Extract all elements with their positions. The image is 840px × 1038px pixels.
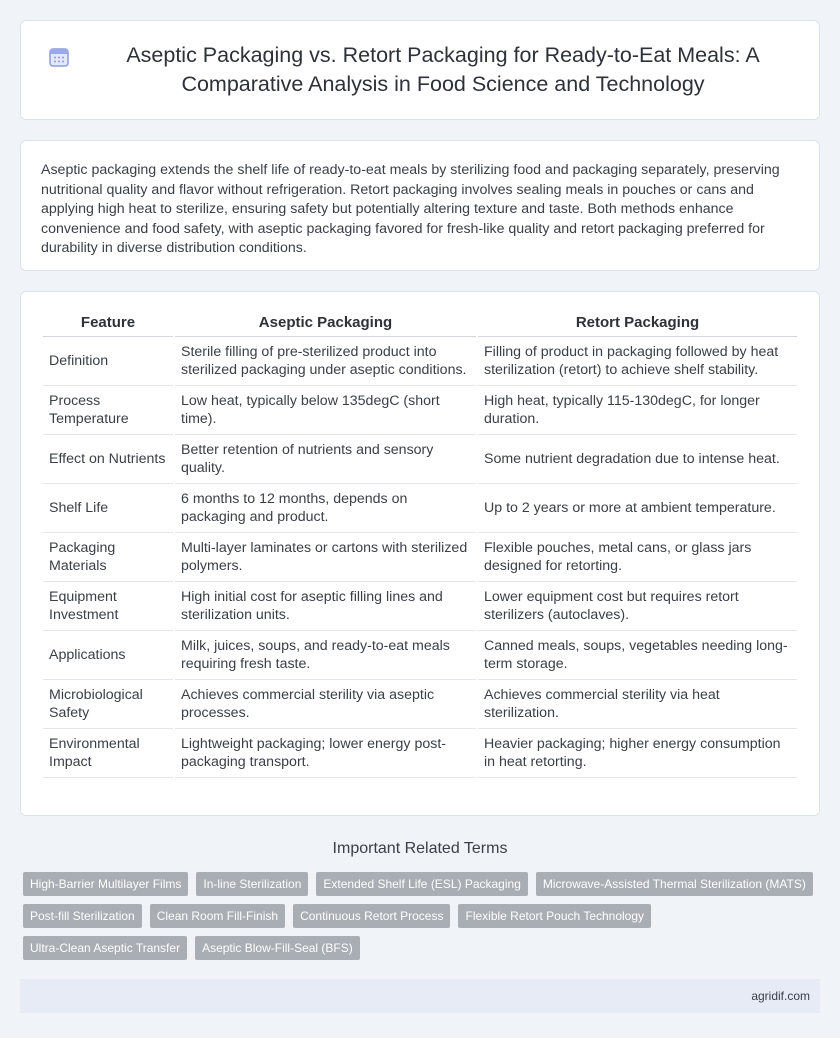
table-row bbox=[43, 385, 797, 434]
footer bbox=[20, 979, 820, 1013]
related-tag[interactable]: In-line Sterilization bbox=[196, 872, 308, 896]
table-row bbox=[43, 434, 797, 483]
row-aseptic: Low heat, typically below 135degC (short time). bbox=[174, 385, 477, 434]
row-aseptic: Sterile filling of pre-sterilized product into sterilized packaging under aseptic conditions. bbox=[174, 336, 477, 385]
title-card bbox=[20, 20, 820, 120]
row-retort: Filling of product in packaging followed by heat sterilization (retort) to achieve shelf stability. bbox=[477, 336, 797, 385]
calendar-icon bbox=[47, 45, 71, 69]
footer-site-link[interactable]: agridif.com bbox=[751, 989, 810, 1003]
row-feature: Definition bbox=[43, 336, 174, 385]
row-aseptic: Lightweight packaging; lower energy post-packaging transport. bbox=[174, 728, 477, 777]
header-aseptic: Aseptic Packaging bbox=[174, 312, 477, 336]
row-aseptic: Better retention of nutrients and sensory quality. bbox=[174, 434, 477, 483]
comparison-table-card bbox=[20, 291, 820, 816]
related-tag[interactable]: Flexible Retort Pouch Technology bbox=[458, 904, 651, 928]
row-aseptic: Achieves commercial sterility via aseptic processes. bbox=[174, 679, 477, 728]
comparison-table bbox=[43, 312, 797, 778]
row-retort: Canned meals, soups, vegetables needing long-term storage. bbox=[477, 630, 797, 679]
row-feature: Equipment Investment bbox=[43, 581, 174, 630]
row-retort: Flexible pouches, metal cans, or glass jars designed for retorting. bbox=[477, 532, 797, 581]
row-feature: Shelf Life bbox=[43, 483, 174, 532]
header-retort: Retort Packaging bbox=[477, 312, 797, 336]
row-retort: Heavier packaging; higher energy consumption in heat retorting. bbox=[477, 728, 797, 777]
table-row bbox=[43, 532, 797, 581]
row-feature: Process Temperature bbox=[43, 385, 174, 434]
row-aseptic: Multi-layer laminates or cartons with sterilized polymers. bbox=[174, 532, 477, 581]
related-terms-tags bbox=[20, 872, 820, 960]
related-tag[interactable]: Clean Room Fill-Finish bbox=[150, 904, 285, 928]
table-row bbox=[43, 581, 797, 630]
row-retort: Achieves commercial sterility via heat sterilization. bbox=[477, 679, 797, 728]
table-row bbox=[43, 630, 797, 679]
row-retort: Some nutrient degradation due to intense heat. bbox=[477, 434, 797, 483]
table-header-row bbox=[43, 312, 797, 336]
row-feature: Effect on Nutrients bbox=[43, 434, 174, 483]
row-aseptic: Milk, juices, soups, and ready-to-eat meals requiring fresh taste. bbox=[174, 630, 477, 679]
related-tag[interactable]: Aseptic Blow-Fill-Seal (BFS) bbox=[195, 936, 360, 960]
related-tag[interactable]: Ultra-Clean Aseptic Transfer bbox=[23, 936, 187, 960]
row-aseptic: 6 months to 12 months, depends on packaging and product. bbox=[174, 483, 477, 532]
row-aseptic: High initial cost for aseptic filling lines and sterilization units. bbox=[174, 581, 477, 630]
related-terms-section bbox=[0, 840, 840, 858]
row-feature: Applications bbox=[43, 630, 174, 679]
intro-card bbox=[20, 140, 820, 271]
table-row bbox=[43, 336, 797, 385]
header-feature: Feature bbox=[43, 312, 174, 336]
table-row bbox=[43, 483, 797, 532]
row-feature: Environmental Impact bbox=[43, 728, 174, 777]
row-feature: Packaging Materials bbox=[43, 532, 174, 581]
intro-text: Aseptic packaging extends the shelf life of ready-to-eat meals by sterilizing food and packaging separately, preserving nutritional quality and flavor without refrigeration. Retort packaging involves sealing meals in pouches or cans and applying high heat to sterilize, ensuring safety but potentially altering texture and taste. Both methods enhance convenience and food safety, with aseptic packaging favored for fresh-like quality and retort packaging preferred for durability in diverse distribution conditions. bbox=[41, 162, 780, 257]
row-retort: Up to 2 years or more at ambient temperature. bbox=[477, 483, 797, 532]
related-tag[interactable]: Extended Shelf Life (ESL) Packaging bbox=[316, 872, 527, 896]
related-tag[interactable]: Post-fill Sterilization bbox=[23, 904, 142, 928]
row-feature: Microbiological Safety bbox=[43, 679, 174, 728]
related-terms-title: Important Related Terms bbox=[332, 840, 508, 857]
row-retort: Lower equipment cost but requires retort sterilizers (autoclaves). bbox=[477, 581, 797, 630]
related-tag[interactable]: Microwave-Assisted Thermal Sterilization (MATS) bbox=[536, 872, 813, 896]
related-tag[interactable]: High-Barrier Multilayer Films bbox=[23, 872, 188, 896]
related-tag[interactable]: Continuous Retort Process bbox=[293, 904, 450, 928]
page-title: Aseptic Packaging vs. Retort Packaging for Ready-to-Eat Meals: A Comparative Analysis in Food Science and Technology bbox=[126, 43, 760, 96]
table-row bbox=[43, 679, 797, 728]
row-retort: High heat, typically 115-130degC, for longer duration. bbox=[477, 385, 797, 434]
table-row bbox=[43, 728, 797, 777]
